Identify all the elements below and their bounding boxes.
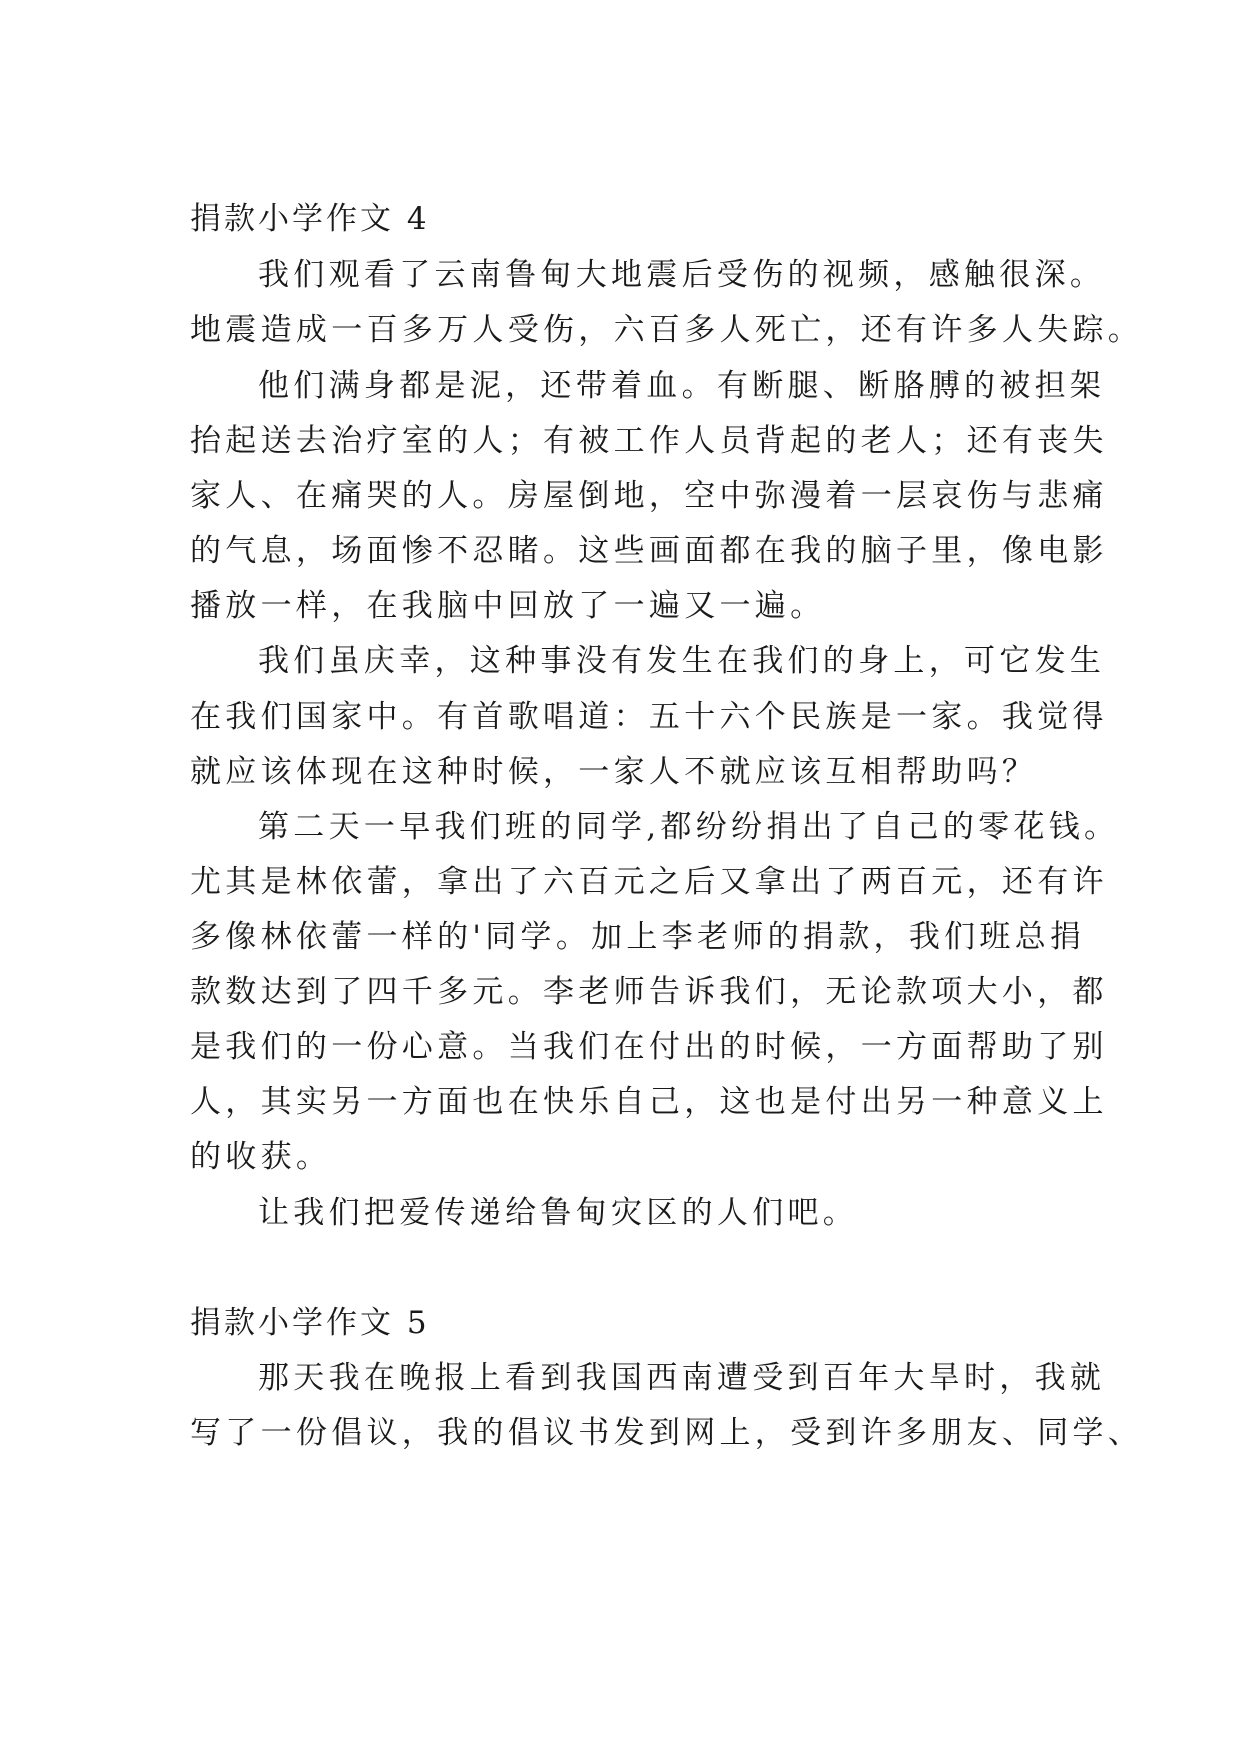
paragraph-line: 第二天一早我们班的同学,都纷纷捐出了自己的零花钱。	[258, 809, 1120, 845]
paragraph-line: 写了一份倡议，我的倡议书发到网上，受到许多朋友、同学、	[190, 1415, 1144, 1451]
paragraph-line: 地震造成一百多万人受伤，六百多人死亡，还有许多人失踪。	[190, 312, 1144, 348]
section-heading-4: 捐款小学作文 4	[190, 201, 430, 237]
paragraph-line: 款数达到了四千多元。李老师告诉我们，无论款项大小，都	[190, 974, 1108, 1010]
paragraph-line: 那天我在晚报上看到我国西南遭受到百年大旱时，我就	[258, 1360, 1106, 1396]
paragraph-line: 抬起送去治疗室的人；有被工作人员背起的老人；还有丧失	[190, 423, 1108, 459]
paragraph-line: 他们满身都是泥，还带着血。有断腿、断胳膊的被担架	[258, 368, 1106, 404]
paragraph-line: 家人、在痛哭的人。房屋倒地，空中弥漫着一层哀伤与悲痛	[190, 478, 1108, 514]
paragraph-line: 是我们的一份心意。当我们在付出的时候，一方面帮助了别	[190, 1029, 1108, 1065]
paragraph-line: 我们观看了云南鲁甸大地震后受伤的视频，感触很深。	[258, 257, 1106, 293]
paragraph-line: 就应该体现在这种时候，一家人不就应该互相帮助吗？	[190, 754, 1038, 790]
paragraph-line: 多像林依蕾一样的'同学。加上李老师的捐款，我们班总捐	[190, 919, 1086, 955]
paragraph-line: 播放一样，在我脑中回放了一遍又一遍。	[190, 588, 826, 624]
paragraph-line: 的收获。	[190, 1139, 332, 1175]
paragraph-line: 让我们把爱传递给鲁甸灾区的人们吧。	[258, 1195, 859, 1231]
paragraph-line: 尤其是林依蕾，拿出了六百元之后又拿出了两百元，还有许	[190, 864, 1108, 900]
paragraph-line: 我们虽庆幸，这种事没有发生在我们的身上，可它发生	[258, 643, 1106, 679]
paragraph-line: 的气息，场面惨不忍睹。这些画面都在我的脑子里，像电影	[190, 533, 1108, 569]
paragraph-line: 在我们国家中。有首歌唱道：五十六个民族是一家。我觉得	[190, 699, 1108, 735]
paragraph-line: 人，其实另一方面也在快乐自己，这也是付出另一种意义上	[190, 1084, 1108, 1120]
section-heading-5: 捐款小学作文 5	[190, 1305, 430, 1341]
